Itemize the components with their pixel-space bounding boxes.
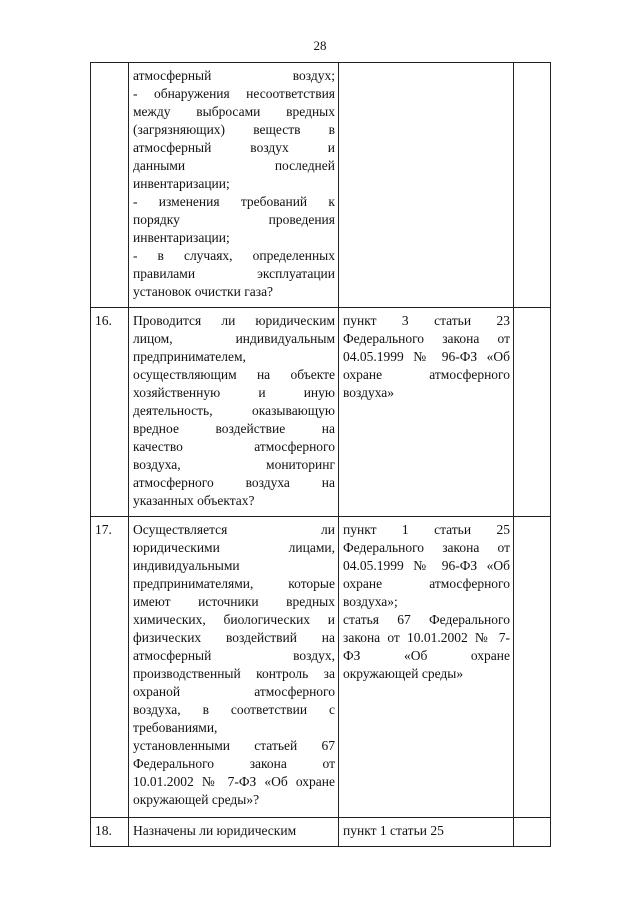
note-cell [514,818,551,847]
cell-text-line: - изменения требований к [133,194,335,209]
table-row [91,63,551,308]
cell-text-line: указанных объектах? [133,493,255,508]
cell-text-line: Федерального закона от [343,540,510,555]
question-cell [129,517,339,818]
cell-text-line: - обнаружения несоответствия [133,86,335,101]
cell-text-line: производственный контроль за [133,666,335,681]
cell-text-line: инвентаризации; [133,230,230,245]
cell-text-line: деятельность, оказывающую [133,403,335,418]
cell-text-line: правилами эксплуатации [133,266,335,281]
cell-text-line: химических, биологических и [133,612,335,627]
legal-reference-cell [339,63,514,308]
cell-text-line: физических воздействий на [133,630,335,645]
cell-text-line: индивидуальными [133,558,240,573]
cell-text-line: лицом, индивидуальным [133,331,335,346]
cell-text-line: - в случаях, определенных [133,248,335,263]
cell-text-line: установок очистки газа? [133,284,274,299]
row-number: 16. [91,308,129,517]
note-cell [514,308,551,517]
cell-text-line: порядку проведения [133,212,335,227]
note-cell [514,63,551,308]
row-number: 17. [91,517,129,818]
cell-text-line: данными последней [133,158,335,173]
row-number: 18. [91,818,129,847]
cell-text-line: Федерального закона от [133,756,335,771]
cell-text-line: осуществляющим на объекте [133,367,335,382]
cell-text-line: атмосферный воздух, [133,648,335,663]
cell-text-line: статья 67 Федерального [343,612,510,627]
cell-text-line: имеют источники вредных [133,594,335,609]
cell-text-line: охране атмосферного [343,367,510,382]
cell-text-line: пункт 1 статьи 25 [343,522,510,537]
question-cell [129,818,339,847]
legal-reference-cell [339,818,514,847]
cell-text-line: предпринимателями, которые [133,576,335,591]
cell-text-line: (загрязняющих) веществ в [133,122,335,137]
cell-text-line: пункт 1 статьи 25 [343,823,444,838]
cell-text-line: воздуха»; [343,594,398,609]
cell-text-line: атмосферного воздуха на [133,475,335,490]
checklist-table [90,62,551,847]
cell-text-line: атмосферный воздух и [133,140,335,155]
cell-text-line: хозяйственную и иную [133,385,335,400]
cell-text-line: пункт 3 статьи 23 [343,313,510,328]
cell-text-line: инвентаризации; [133,176,230,191]
cell-text-line: ФЗ «Об охране [343,648,510,663]
cell-text-line: Осуществляется ли [133,522,335,537]
cell-text-line: Назначены ли юридическим [133,823,297,838]
cell-text-line: закона от 10.01.2002 № 7- [343,630,510,645]
cell-text-line: качество атмосферного [133,439,335,454]
cell-text-line: между выбросами вредных [133,104,335,119]
page-number: 28 [313,38,327,53]
cell-text-line: 04.05.1999 № 96-ФЗ «Об [343,558,510,573]
cell-text-line: юридическими лицами, [133,540,335,555]
cell-text-line: окружающей среды»? [133,792,260,807]
cell-text-line: охраной атмосферного [133,684,335,699]
note-cell [514,517,551,818]
cell-text-line: Проводится ли юридическим [133,313,335,328]
cell-text-line: атмосферный воздух; [133,68,335,83]
row-number [91,63,129,308]
cell-text-line: воздуха, мониторинг [133,457,335,472]
cell-text-line: Федерального закона от [343,331,510,346]
cell-text-line: вредное воздействие на [133,421,335,436]
legal-reference-cell [339,517,514,818]
legal-reference-cell [339,308,514,517]
cell-text-line: требованиями, [133,720,218,735]
cell-text-line: воздуха» [343,385,395,400]
cell-text-line: охране атмосферного [343,576,510,591]
table-row [91,818,551,847]
question-cell [129,308,339,517]
cell-text-line: воздуха, в соответствии с [133,702,335,717]
cell-text-line: окружающей среды» [343,666,464,681]
table-row [91,517,551,818]
cell-text-line: 04.05.1999 № 96-ФЗ «Об [343,349,510,364]
table-row [91,308,551,517]
cell-text-line: предпринимателем, [133,349,246,364]
cell-text-line: 10.01.2002 № 7-ФЗ «Об охране [133,774,335,789]
cell-text-line: установленными статьей 67 [133,738,335,753]
question-cell [129,63,339,308]
